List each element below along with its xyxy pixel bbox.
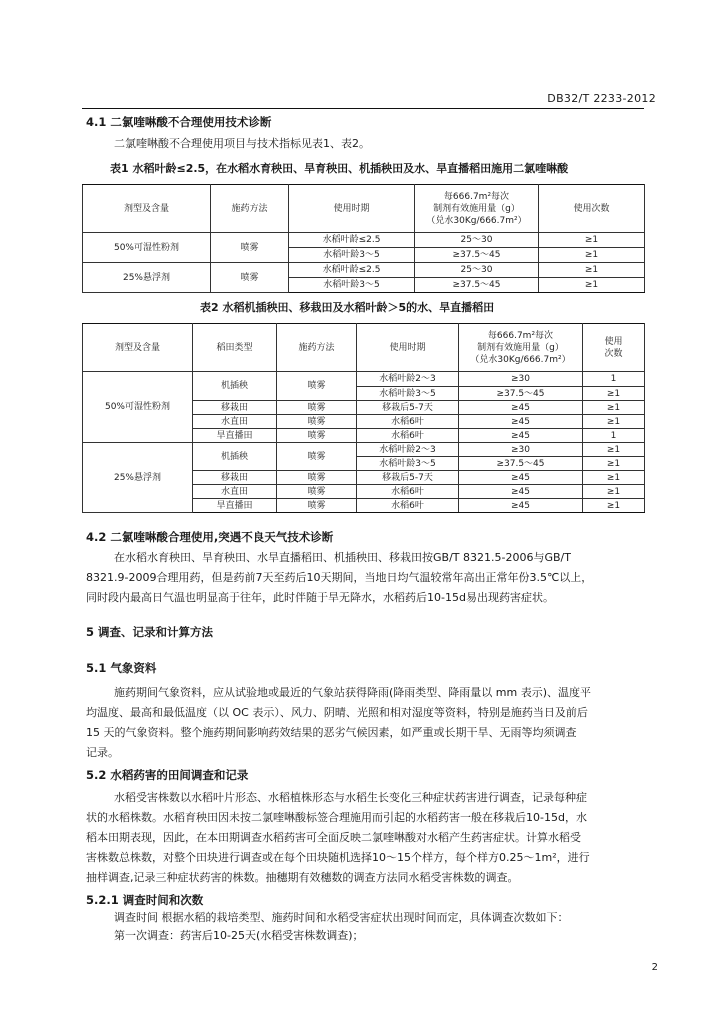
section-5-1-line: 记录。 [86,746,119,759]
t2-times: ≥1 [583,457,645,471]
t2-method: 喷雾 [277,443,357,471]
section-5-2-line: 状的水稻株数。水稻育秧田因未按二氯喹啉酸标签合理施用而引起的水稻药害一般在移栽后10-15d，水 [86,811,587,824]
t2-dose: ≥45 [459,471,583,485]
section-5-2-title: 5.2 水稻药害的田间调查和记录 [86,768,249,782]
section-5-1-title: 5.1 气象资料 [86,661,157,675]
t2-times: ≥1 [583,471,645,485]
t1-header-period: 使用时期 [289,185,415,233]
section-5-2-1-title: 5.2.1 调查时间和次数 [86,893,204,907]
t2-period: 水稻叶龄3～5 [357,387,459,401]
section-5-1-line: 施药期间气象资料，应从试验地或最近的气象站获得降雨(降雨类型、降雨量以 mm 表示)、温度平 [114,686,592,699]
t2-formulation: 50%可湿性粉剂 [83,372,193,443]
section-5-2-line: 抽样调查,记录三种症状药害的株数。抽穗期有效穗数的调查方法同水稻受害株数的调查。 [86,871,519,884]
t2-period: 水稻6叶 [357,415,459,429]
table-2 [82,323,645,513]
t2-method: 喷雾 [277,372,357,401]
t2-times: ≥1 [583,485,645,499]
t2-field: 移栽田 [193,471,277,485]
t2-dose: ≥45 [459,485,583,499]
t1-times: ≥1 [539,263,645,278]
t2-header-times: 使用 次数 [583,324,645,372]
t2-times: ≥1 [583,415,645,429]
section-4-2-line: 同时段内最高日气温也明显高于往年，此时伴随于旱无降水，水稻药后10-15d易出现药害症状。 [86,591,554,604]
t2-dose: ≥30 [459,443,583,457]
t1-header-times: 使用次数 [539,185,645,233]
t2-method: 喷雾 [277,499,357,513]
t2-times: 1 [583,372,645,387]
t1-dose: ≥37.5～45 [415,248,539,263]
t2-method: 喷雾 [277,471,357,485]
t2-period: 移栽后5-7天 [357,471,459,485]
t2-field: 旱直播田 [193,499,277,513]
t2-period: 水稻6叶 [357,429,459,443]
t2-period: 水稻6叶 [357,485,459,499]
t2-times: ≥1 [583,499,645,513]
section-5-title: 5 调查、记录和计算方法 [86,625,214,639]
section-4-1-title: 4.1 二氯喹啉酸不合理使用技术诊断 [86,115,272,129]
table2-caption: 表2 水稻机插秧田、移栽田及水稻叶龄＞5的水、旱直播稻田 [200,301,495,314]
t2-dose: ≥45 [459,401,583,415]
t2-method: 喷雾 [277,485,357,499]
t2-times: ≥1 [583,401,645,415]
t1-times: ≥1 [539,233,645,248]
t2-field: 水直田 [193,415,277,429]
section-5-2-line: 稻本田期表现，因此，在本田期调查水稻药害可全面反映二氯喹啉酸对水稻产生药害症状。计算水稻受 [86,831,581,844]
t2-field: 机插秧 [193,372,277,401]
header-rule [82,108,644,109]
t1-times: ≥1 [539,248,645,263]
t1-method: 喷雾 [211,233,289,263]
t2-period: 水稻叶龄2～3 [357,443,459,457]
t1-period: 水稻叶龄3～5 [289,248,415,263]
t2-header-field: 稻田类型 [193,324,277,372]
t2-period: 水稻叶龄3～5 [357,457,459,471]
t1-method: 喷雾 [211,263,289,293]
section-4-2-line: 8321.9-2009合理用药，但是药前7天至药后10天期间，当地日均气温较常年高出正常年份3.5℃以上， [86,571,593,584]
table1-caption: 表1 水稻叶龄≤2.5，在水稻水育秧田、旱育秧田、机插秧田及水、旱直播稻田施用二氯喹啉酸 [110,162,569,175]
page-number: 2 [651,962,658,973]
t2-times: ≥1 [583,443,645,457]
t2-period: 水稻6叶 [357,499,459,513]
t2-dose: ≥45 [459,415,583,429]
t1-period: 水稻叶龄≤2.5 [289,263,415,278]
t1-dose: ≥37.5～45 [415,278,539,293]
t1-formulation: 50%可湿性粉剂 [83,233,211,263]
t2-method: 喷雾 [277,415,357,429]
t2-method: 喷雾 [277,401,357,415]
t2-dose: ≥45 [459,429,583,443]
t2-method: 喷雾 [277,429,357,443]
section-4-1-intro: 二氯喹啉酸不合理使用项目与技术指标见表1、表2。 [114,137,370,150]
t1-header-dose: 每666.7m²每次 制剂有效施用量（g） （兑水30Kg/666.7m²） [415,185,539,233]
t2-field: 机插秧 [193,443,277,471]
t1-dose: 25～30 [415,233,539,248]
section-4-2-title: 4.2 二氯喹啉酸合理使用,突遇不良天气技术诊断 [86,530,334,544]
t2-period: 移栽后5-7天 [357,401,459,415]
section-5-1-line: 均温度、最高和最低温度（以 OC 表示）、风力、阴晴、光照和相对湿度等资料，特别是施药当日及前后 [86,706,588,719]
t2-period: 水稻叶龄2～3 [357,372,459,387]
t2-dose: ≥30 [459,372,583,387]
t2-field: 水直田 [193,485,277,499]
t1-period: 水稻叶龄≤2.5 [289,233,415,248]
section-5-2-line: 水稻受害株数以水稻叶片形态、水稻植株形态与水稻生长变化三种症状药害进行调查，记录每种症 [114,791,587,804]
t1-period: 水稻叶龄3～5 [289,278,415,293]
t1-header-method: 施药方法 [211,185,289,233]
t2-field: 旱直播田 [193,429,277,443]
t2-times: 1 [583,429,645,443]
section-5-2-line: 害株数总株数，对整个田块进行调查或在每个田块随机选择10～15个样方，每个样方0.25～1m²，进行 [86,851,590,864]
t2-header-dose: 每666.7m²每次 制剂有效施用量（g） （兑水30Kg/666.7m²） [459,324,583,372]
t2-dose: ≥37.5～45 [459,387,583,401]
t1-dose: 25～30 [415,263,539,278]
t2-formulation: 25%悬浮剂 [83,443,193,513]
t1-header-formulation: 剂型及含量 [83,185,211,233]
table-1 [82,184,645,293]
t2-field: 移栽田 [193,401,277,415]
t1-formulation: 25%悬浮剂 [83,263,211,293]
standard-code: DB32/T 2233-2012 [547,92,656,105]
t2-header-formulation: 剂型及含量 [83,324,193,372]
t2-dose: ≥45 [459,499,583,513]
t2-header-period: 使用时期 [357,324,459,372]
t2-times: ≥1 [583,387,645,401]
t1-times: ≥1 [539,278,645,293]
section-5-2-1-line: 调查时间 根据水稻的栽培类型、施药时间和水稻受害症状出现时间而定，具体调查次数如下： [114,911,569,924]
t2-header-method: 施药方法 [277,324,357,372]
section-4-2-line: 在水稻水育秧田、旱育秧田、水旱直播稻田、机插秧田、移栽田按GB/T 8321.5-2006与GB/T [114,551,571,564]
section-5-1-line: 15 天的气象资料。整个施药期间影响药效结果的恶劣气候因素，如严重或长期干旱、无雨等均须调查 [86,726,577,739]
t2-dose: ≥37.5～45 [459,457,583,471]
section-5-2-1-line: 第一次调查：药害后10-25天(水稻受害株数调查)； [114,929,364,942]
